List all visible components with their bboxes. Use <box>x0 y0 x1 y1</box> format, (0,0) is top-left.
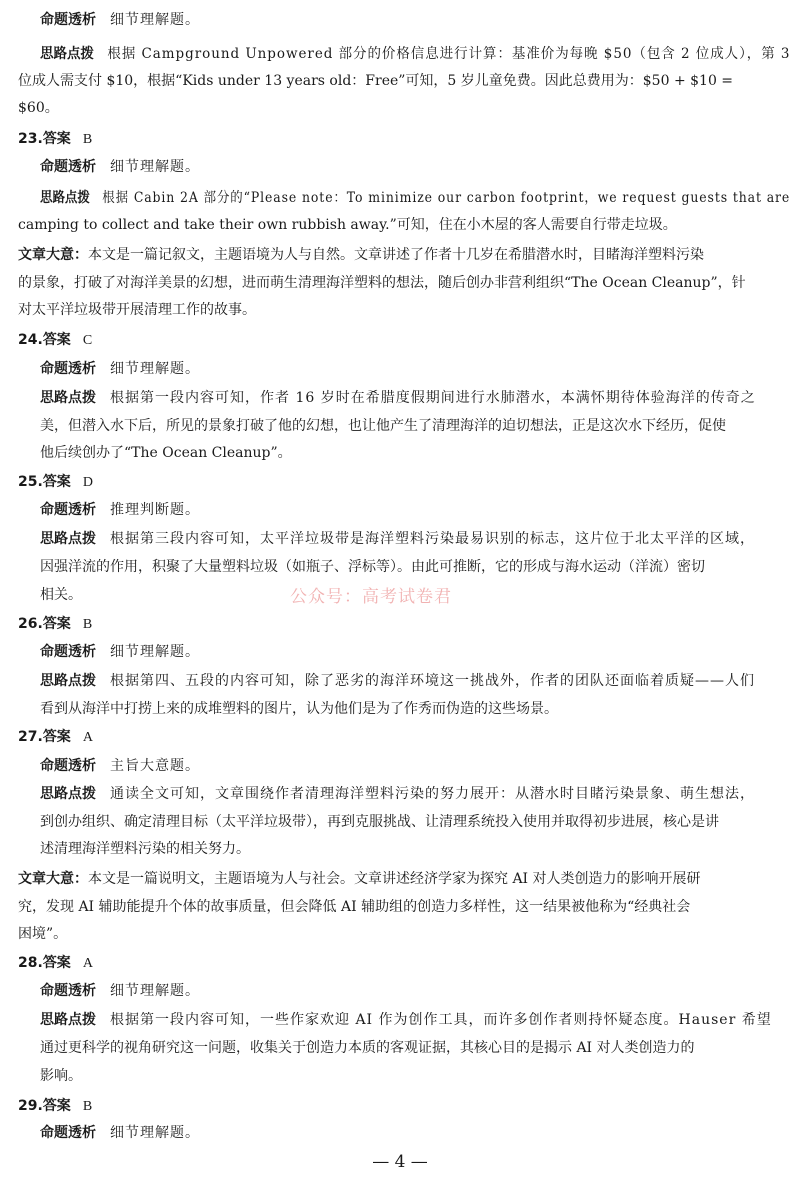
answer-line-q23 <box>18 129 92 149</box>
question-number: 29. <box>18 1098 43 1114</box>
summary-text: 本文是一篇说明文，主题语境为人与社会。文章讲述经济学家为探究 AI 对人类创造力的影响开展研 <box>88 871 701 887</box>
tips-label: 思路点拨 <box>40 390 96 406</box>
summary-line-d-1 <box>18 869 701 889</box>
tips-label: 思路点拨 <box>40 1012 96 1028</box>
answer-letter: B <box>82 132 93 147</box>
summary-line-c-3: 对太平洋垃圾带开展清理工作的故事。 <box>18 302 256 318</box>
summary-line-c-2: 的景象，打破了对海洋美景的幻想，进而萌生清理海洋塑料的想法，随后创办非营利组织“The Ocean Cleanup”，针 <box>18 275 746 291</box>
analysis-line-q27 <box>40 756 200 776</box>
tips-line-q28-1 <box>40 1010 772 1030</box>
answer-label: 答案 <box>42 955 71 971</box>
analysis-label: 命题透析 <box>40 758 96 774</box>
answer-letter: D <box>82 475 93 490</box>
answer-line-q25 <box>18 472 93 492</box>
summary-label: 文章大意： <box>18 247 88 263</box>
tips-line-q22-3: $60。 <box>18 100 59 116</box>
analysis-type: 主旨大意题。 <box>110 758 200 774</box>
answer-letter: A <box>82 730 93 745</box>
tips-text: 根据 Cabin 2A 部分的“Please note：To minimize our carbon footprint，we request guests that are <box>102 190 791 206</box>
tips-label: 思路点拨 <box>40 673 96 689</box>
tips-text: 根据第三段内容可知，太平洋垃圾带是海洋塑料污染最易识别的标志，这片位于北太平洋的区域， <box>110 531 755 547</box>
question-number: 26. <box>18 616 43 632</box>
analysis-type: 细节理解题。 <box>110 1125 200 1141</box>
analysis-label: 命题透析 <box>40 361 96 377</box>
tips-line-q25-1 <box>40 529 755 549</box>
analysis-label: 命题透析 <box>40 983 96 999</box>
answer-label: 答案 <box>42 729 71 745</box>
analysis-label: 命题透析 <box>40 12 96 28</box>
tips-label: 思路点拨 <box>40 190 90 206</box>
tips-text: 通读全文可知，文章围绕作者清理海洋塑料污染的努力展开：从潜水时目睹污染景象、萌生想法， <box>110 786 755 802</box>
analysis-line-q25 <box>40 500 200 520</box>
tips-line-q28-3: 影响。 <box>40 1068 82 1084</box>
tips-text: 根据第一段内容可知，作者 16 岁时在希腊度假期间进行水肺潜水，本满怀期待体验海洋的传奇之 <box>110 390 756 406</box>
tips-label: 思路点拨 <box>40 46 94 62</box>
tips-line-q24-2: 美，但潜入水下后，所见的景象打破了他的幻想，也让他产生了清理海洋的迫切想法，正是这次水下经历，促使 <box>40 418 726 434</box>
answer-line-q27 <box>18 727 93 747</box>
answer-label: 答案 <box>42 1098 71 1114</box>
answer-letter: C <box>82 333 93 348</box>
tips-line-q28-2: 通过更科学的视角研究这一问题，收集关于创造力本质的客观证据，其核心目的是揭示 AI 对人类创造力的 <box>40 1040 695 1056</box>
question-number: 27. <box>18 729 43 745</box>
tips-line-q24-1 <box>40 388 756 408</box>
tips-line-q23-2: camping to collect and take their own rubbish away.”可知，住在小木屋的客人需要自行带走垃圾。 <box>18 217 677 233</box>
tips-line-q27-1 <box>40 784 755 804</box>
tips-line-q22-1 <box>40 44 790 64</box>
analysis-label: 命题透析 <box>40 502 96 518</box>
answer-label: 答案 <box>42 474 71 490</box>
summary-line-c-1 <box>18 245 704 265</box>
analysis-label: 命题透析 <box>40 159 96 175</box>
answer-line-q26 <box>18 614 92 634</box>
tips-text: 根据第一段内容可知，一些作家欢迎 AI 作为创作工具，而许多创作者则持怀疑态度。Hauser 希望 <box>110 1012 772 1028</box>
summary-line-d-3: 困境”。 <box>18 926 68 942</box>
answer-line-q24 <box>18 330 92 350</box>
tips-line-q24-3: 他后续创办了“The Ocean Cleanup”。 <box>40 445 292 461</box>
answer-line-q28 <box>18 953 93 973</box>
analysis-line-q24 <box>40 359 200 379</box>
page-number: — 4 — <box>372 1152 428 1172</box>
tips-text: 根据 Campground Unpowered 部分的价格信息进行计算：基准价为每晚 $50（包含 2 位成人），第 3 <box>107 46 791 62</box>
answer-label: 答案 <box>42 131 71 147</box>
analysis-label: 命题透析 <box>40 1125 96 1141</box>
analysis-line-q23 <box>40 157 200 177</box>
analysis-type: 细节理解题。 <box>110 12 200 28</box>
analysis-type: 细节理解题。 <box>110 159 200 175</box>
analysis-label: 命题透析 <box>40 644 96 660</box>
analysis-type: 细节理解题。 <box>110 983 200 999</box>
question-number: 28. <box>18 955 43 971</box>
question-number: 24. <box>18 332 43 348</box>
tips-line-q26-1 <box>40 671 755 691</box>
analysis-type: 推理判断题。 <box>110 502 200 518</box>
question-number: 25. <box>18 474 43 490</box>
tips-label: 思路点拨 <box>40 786 96 802</box>
summary-text: 本文是一篇记叙文，主题语境为人与自然。文章讲述了作者十几岁在希腊潜水时，目睹海洋塑料污染 <box>88 247 704 263</box>
tips-line-q23-1 <box>40 188 790 208</box>
tips-line-q27-2: 到创办组织、确定清理目标（太平洋垃圾带），再到克服挑战、让清理系统投入使用并取得初步进展，核心是讲 <box>40 814 719 830</box>
tips-line-q22-2: 位成人需支付 $10，根据“Kids under 13 years old：Free”可知，5 岁儿童免费。因此总费用为：$50 + $10 = <box>18 73 734 89</box>
analysis-line-q29 <box>40 1123 200 1143</box>
analysis-line-q26 <box>40 642 200 662</box>
answer-label: 答案 <box>42 332 71 348</box>
tips-label: 思路点拨 <box>40 531 96 547</box>
tips-text: 根据第四、五段的内容可知，除了恶劣的海洋环境这一挑战外，作者的团队还面临着质疑——人们 <box>110 673 755 689</box>
summary-label: 文章大意： <box>18 871 88 887</box>
watermark: 公众号：高考试卷君 <box>290 587 452 607</box>
tips-line-q25-2: 因强洋流的作用，积聚了大量塑料垃圾（如瓶子、浮标等）。由此可推断，它的形成与海水运动（洋流）密切 <box>40 559 705 575</box>
analysis-line-q22 <box>40 10 200 30</box>
answer-letter: B <box>82 617 93 632</box>
tips-line-q26-2: 看到从海洋中打捞上来的成堆塑料的图片，认为他们是为了作秀而伪造的这些场景。 <box>40 701 558 717</box>
question-number: 23. <box>18 131 43 147</box>
summary-line-d-2: 究，发现 AI 辅助能提升个体的故事质量，但会降低 AI 辅助组的创造力多样性，这一结果被他称为“经典社会 <box>18 899 691 915</box>
answer-line-q29 <box>18 1096 92 1116</box>
answer-letter: A <box>82 956 93 971</box>
answer-letter: B <box>82 1099 93 1114</box>
tips-line-q25-3: 相关。 <box>40 587 82 603</box>
analysis-type: 细节理解题。 <box>110 644 200 660</box>
analysis-type: 细节理解题。 <box>110 361 200 377</box>
answer-label: 答案 <box>42 616 71 632</box>
analysis-line-q28 <box>40 981 200 1001</box>
tips-line-q27-3: 述清理海洋塑料污染的相关努力。 <box>40 841 250 857</box>
